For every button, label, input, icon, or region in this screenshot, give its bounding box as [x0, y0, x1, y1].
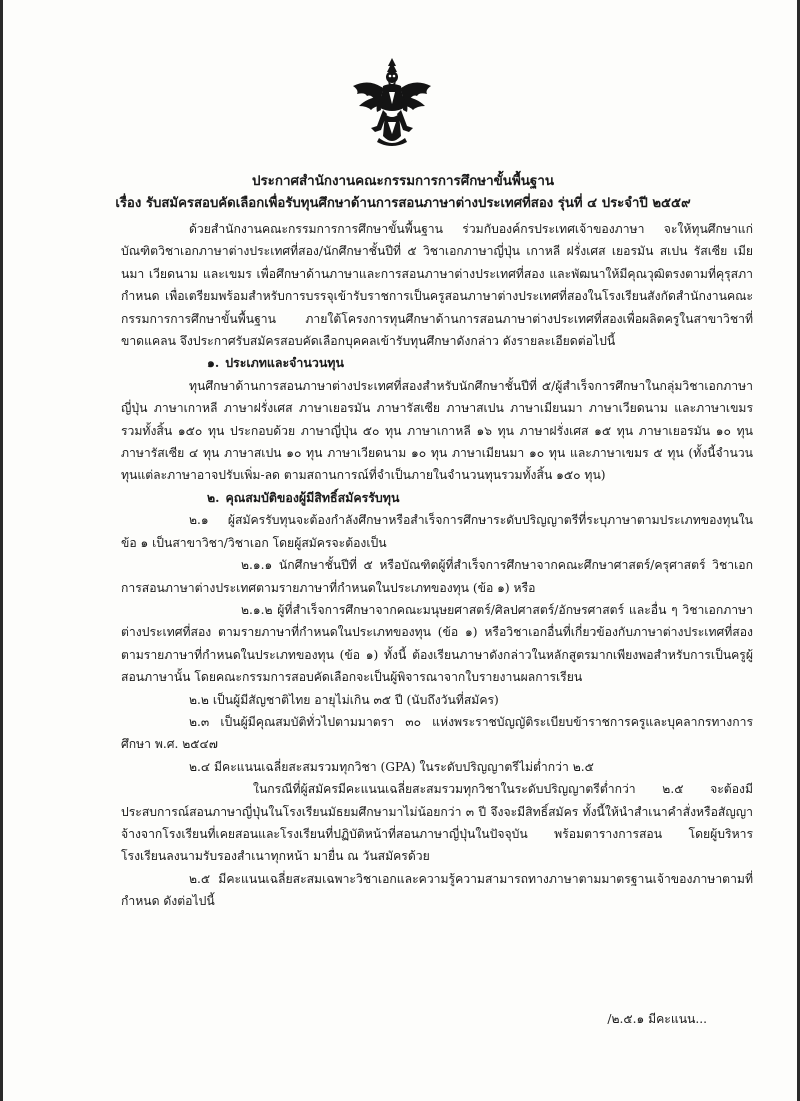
section-2-title: [121, 487, 753, 509]
item-2-1-2: ๒.๑.๒ ผู้ที่สำเร็จการศึกษาจากคณะมนุษยศาสตร์/ศิลปศาสตร์/อักษรศาสตร์ และอื่น ๆ วิชาเอกภาษาต่างประเทศที่สอง ตามรายภาษาที่กำหนดในประเภทของทุน (ข้อ ๑) หรือวิชาเอกอื่นที่เกี่ยวข้องกับภาษาต่างประเทศที่สองตามรายภาษาที่กำหนดในประเภทของทุน (ข้อ ๑) ทั้งนี้ ต้องเรียนภาษาดังกล่าวในหลักสูตรมากเพียงพอสำหรับการเป็นครูผู้สอนภาษานั้น โดยคณะกรรมการสอบคัดเลือกจะเป็นผู้พิจารณาจากใบรายงานผลการเรียน: [121, 602, 753, 685]
continued-marker: /๒.๕.๑ มีคะแนน...: [607, 1012, 707, 1026]
section-1-text: ทุนศึกษาด้านการสอนภาษาต่างประเทศที่สองสำหรับนักศึกษาชั้นปีที่ ๕/ผู้สำเร็จการศึกษาในกลุ่มวิชาเอกภาษาญี่ปุ่น ภาษาเกาหลี ภาษาฝรั่งเศส ภาษาเยอรมัน ภาษารัสเซีย ภาษาสเปน ภาษาเมียนมา ภาษาเวียดนาม และภาษาเขมร รวมทั้งสิ้น ๑๕๐ ทุน ประกอบด้วย ภาษาญี่ปุ่น ๕๐ ทุน ภาษาเกาหลี ๑๖ ทุน ภาษาฝรั่งเศส ๑๕ ทุน ภาษาเยอรมัน ๑๐ ทุน ภาษารัสเซีย ๔ ทุน ภาษาสเปน ๑๐ ทุน ภาษาเวียดนาม ๑๐ ทุน ภาษาเมียนมา ๑๐ ทุน และภาษาเขมร ๕ ทุน (ทั้งนี้จำนวนทุนแต่ละภาษาอาจปรับเพิ่ม-ลด ตามสถานการณ์ที่จำเป็นภายในจำนวนทุนรวมทั้งสิ้น ๑๕๐ ทุน): [121, 378, 753, 483]
item-2-3: ๒.๓ เป็นผู้มีคุณสมบัติทั่วไปตามมาตรา ๓๐ แห่งพระราชบัญญัติระเบียบข้าราชการครูและบุคลากรทางการศึกษา พ.ศ. ๒๕๔๗: [121, 714, 753, 752]
section-1-title-text: ประเภทและจำนวนทุน: [225, 355, 344, 371]
section-1-number: ๑.: [207, 355, 220, 371]
intro-paragraph: ด้วยสำนักงานคณะกรรมการการศึกษาขั้นพื้นฐาน ร่วมกับองค์กรประเทศเจ้าของภาษา จะให้ทุนศึกษาแก่บัณฑิตวิชาเอกภาษาต่างประเทศที่สอง/นักศึกษาชั้นปีที่ ๕ วิชาเอกภาษาญี่ปุ่น เกาหลี ฝรั่งเศส เยอรมัน สเปน รัสเซีย เมียนมา เวียดนาม และเขมร เพื่อศึกษาด้านภาษาและการสอนภาษาต่างประเทศที่สอง และพัฒนาให้มีคุณวุฒิตรงตามที่คุรุสภากำหนด เพื่อเตรียมพร้อมสำหรับการบรรจุเข้ารับราชการเป็นครูสอนภาษาต่างประเทศที่สองในโรงเรียนสังกัดสำนักงานคณะกรรมการการศึกษาขั้นพื้นฐาน ภายใต้โครงการทุนศึกษาด้านการสอนภาษาต่างประเทศที่สองเพื่อผลิตครูในสาขาวิชาที่ขาดแคลน จึงประกาศรับสมัครสอบคัดเลือกบุคคลเข้ารับทุนศึกษาดังกล่าว ดังรายละเอียดต่อไปนี้: [121, 222, 753, 349]
item-2-4-note: ในกรณีที่ผู้สมัครมีคะแนนเฉลี่ยสะสมรวมทุกวิชาในระดับปริญญาตรีต่ำกว่า ๒.๕ จะต้องมีประสบการณ์สอนภาษาญี่ปุ่นในโรงเรียนมัธยมศึกษามาไม่น้อยกว่า ๓ ปี จึงจะมีสิทธิ์สมัคร ทั้งนี้ให้นำสำเนาคำสั่งหรือสัญญาจ้างจากโรงเรียนที่เคยสอนและโรงเรียนที่ปฏิบัติหน้าที่สอนภาษาญี่ปุ่นในปัจจุบัน พร้อมตารางการสอน โดยผู้บริหารโรงเรียนลงนามรับรองสำเนาทุกหน้า มายื่น ณ วันสมัครด้วย: [121, 782, 753, 864]
item-2-4: ๒.๔ มีคะแนนเฉลี่ยสะสมรวมทุกวิชา (GPA) ในระดับปริญญาตรีไม่ต่ำกว่า ๒.๕: [189, 759, 594, 774]
garuda-emblem-icon: [349, 56, 435, 148]
announcement-issuer: ประกาศสำนักงานคณะกรรมการการศึกษาขั้นพื้นฐาน: [251, 173, 554, 189]
item-2-5: ๒.๕ มีคะแนนเฉลี่ยสะสมเฉพาะวิชาเอกและความรู้ความสามารถทางภาษาตามมาตรฐานเจ้าของภาษาตามที่กำหนด ดังต่อไปนี้: [121, 871, 753, 909]
section-2-number: ๒.: [207, 489, 220, 505]
document-body: [121, 218, 753, 913]
section-1-title: [121, 352, 753, 374]
section-2-title-text: คุณสมบัติของผู้มีสิทธิ์สมัครรับทุน: [225, 489, 400, 505]
item-2-1-1: ๒.๑.๑ นักศึกษาชั้นปีที่ ๕ หรือบัณฑิตผู้ที่สำเร็จการศึกษาจากคณะศึกษาศาสตร์/ครุศาสตร์ วิชาเอกการสอนภาษาต่างประเทศตามรายภาษาที่กำหนดในประเภทของทุน (ข้อ ๑) หรือ: [121, 558, 753, 595]
item-2-2: ๒.๒ เป็นผู้มีสัญชาติไทย อายุไม่เกิน ๓๕ ปี (นับถึงวันที่สมัคร): [189, 692, 499, 707]
item-2-1: ๒.๑ ผู้สมัครรับทุนจะต้องกำลังศึกษาหรือสำเร็จการศึกษาระดับปริญญาตรีที่ระบุภาษาตามประเภทของทุนในข้อ ๑ เป็นสาขาวิชา/วิชาเอก โดยผู้สมัครจะต้องเป็น: [121, 513, 753, 550]
announcement-subject: เรื่อง รับสมัครสอบคัดเลือกเพื่อรับทุนศึกษาด้านการสอนภาษาต่างประเทศที่สอง รุ่นที่ ๔ ประจำปี ๒๕๕๙: [115, 196, 691, 211]
